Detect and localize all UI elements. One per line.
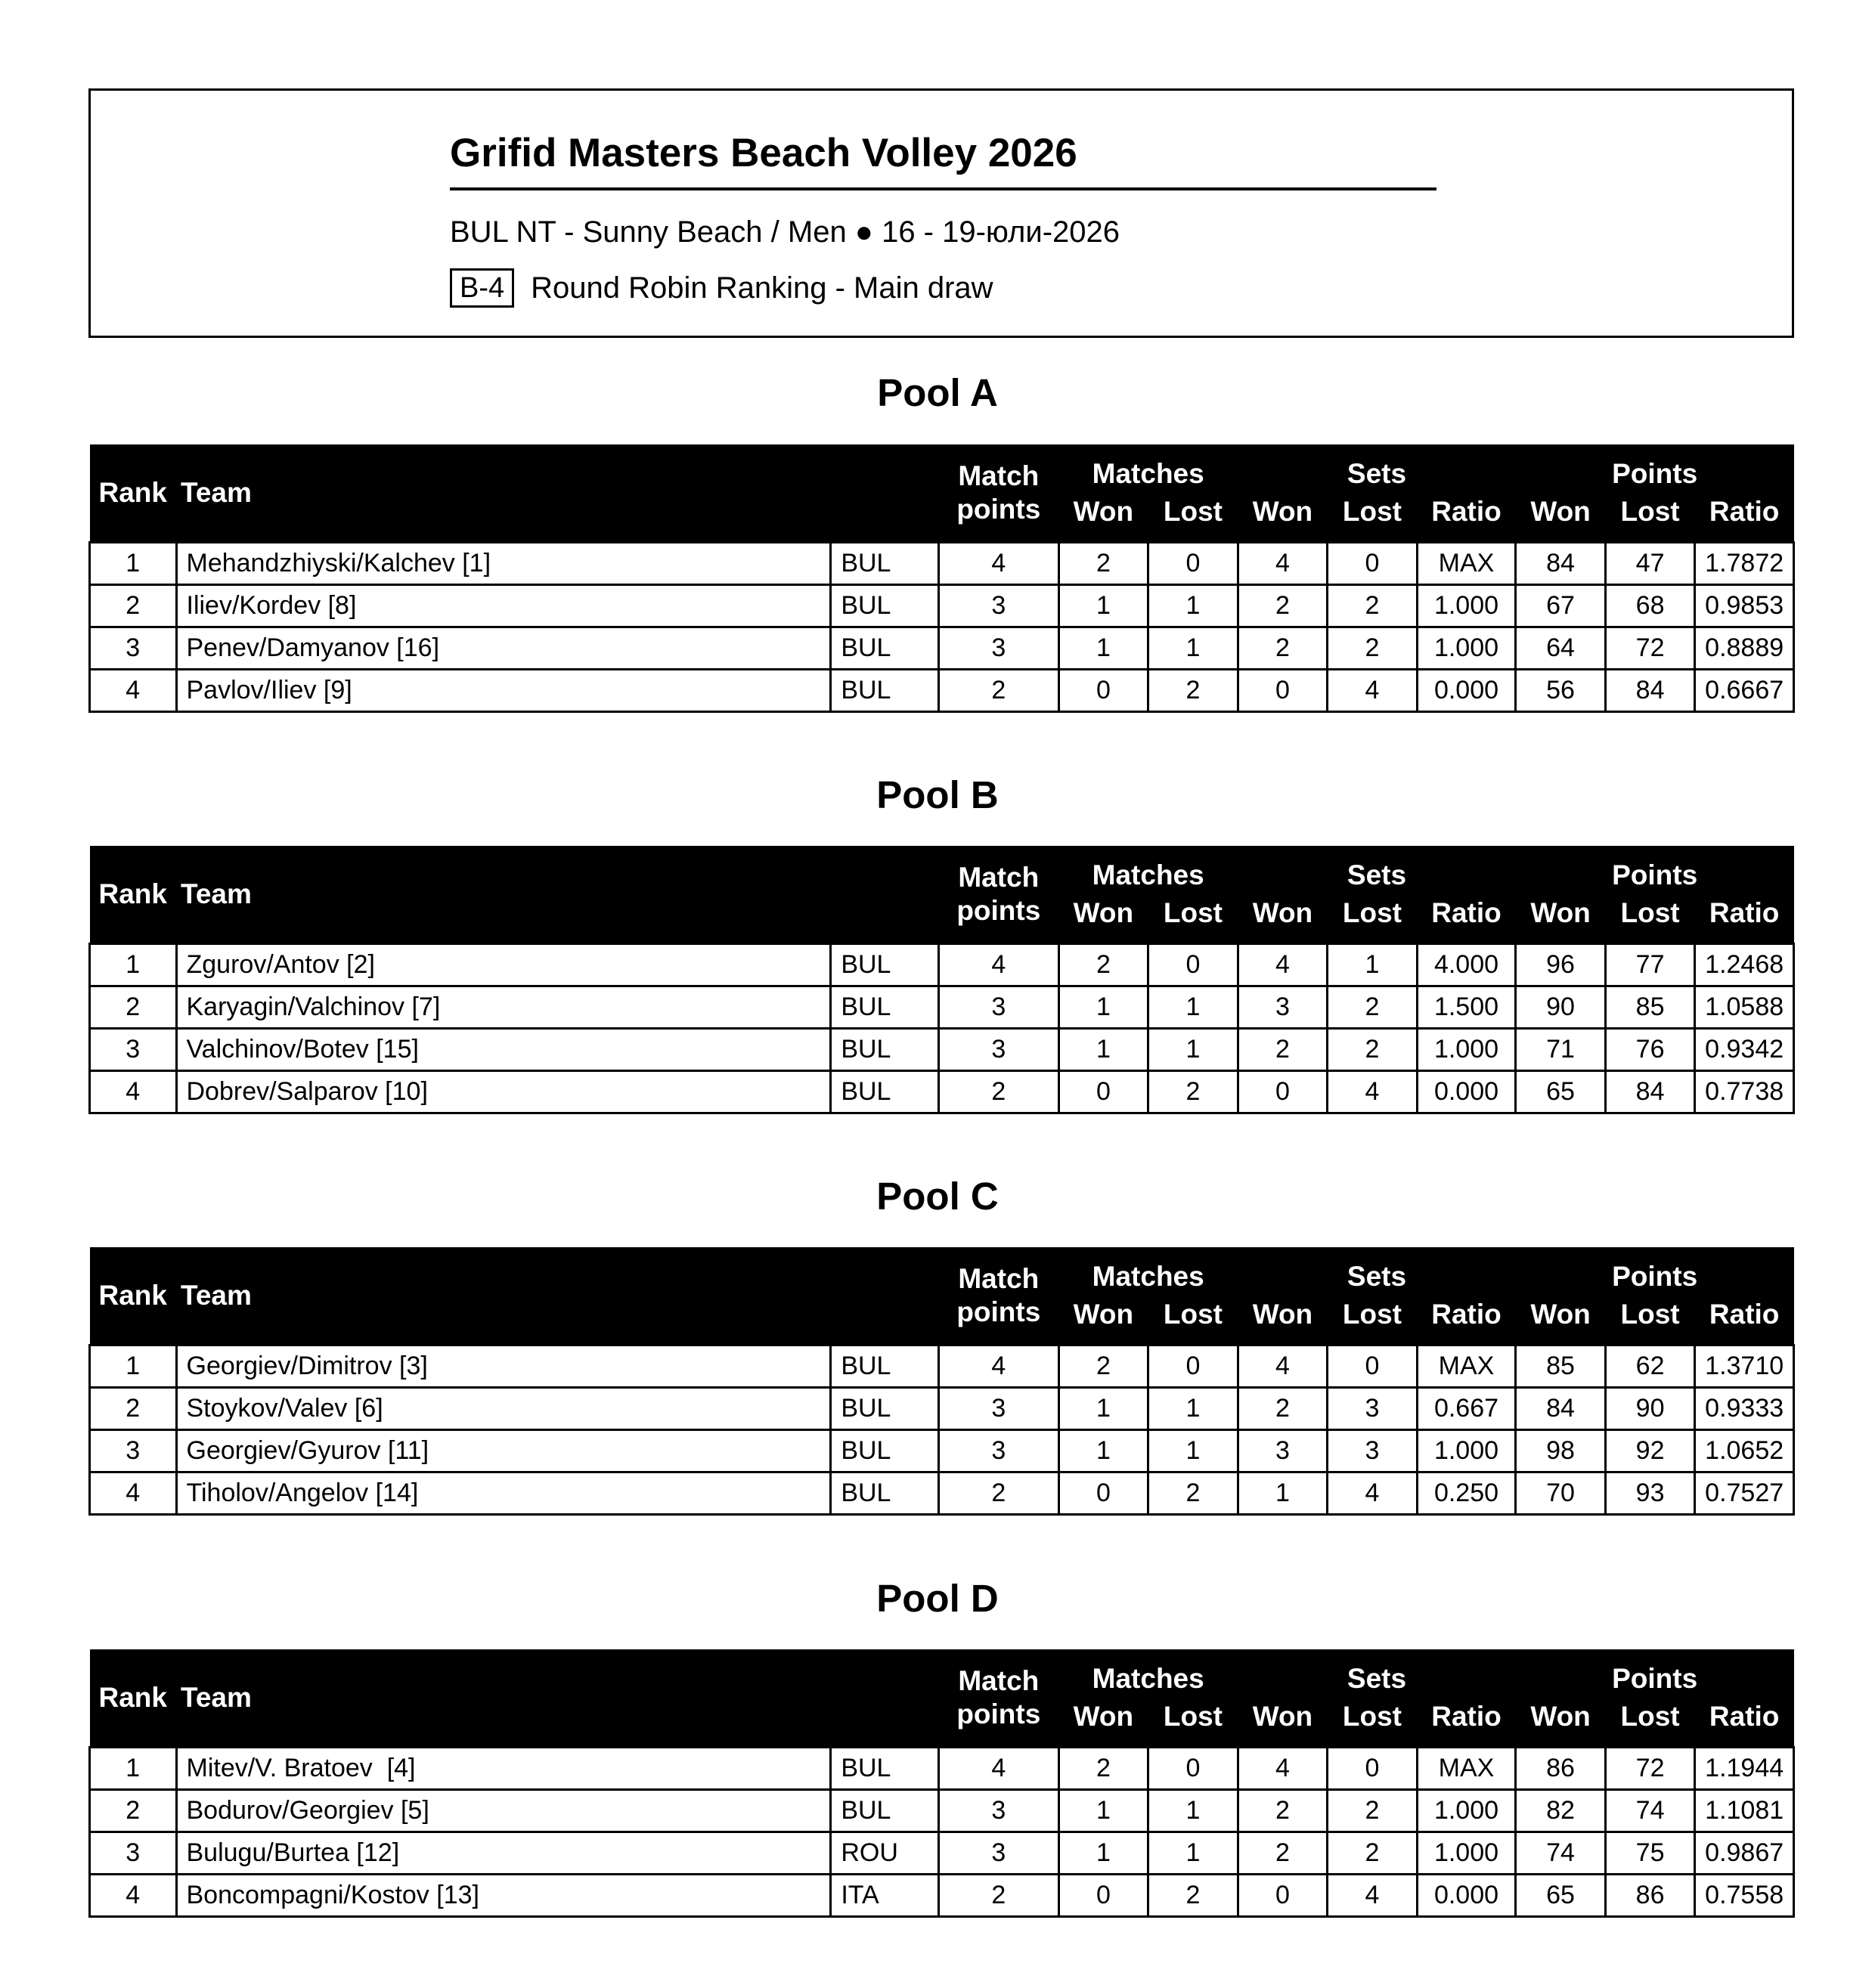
- points-won-cell: 90: [1516, 986, 1606, 1029]
- sets-won-cell: 3: [1238, 1430, 1328, 1472]
- rank-cell: 4: [90, 1071, 177, 1113]
- col-match-points: [938, 1247, 1058, 1345]
- match-points-cell: 4: [938, 944, 1058, 986]
- match-points-cell: 4: [938, 543, 1058, 585]
- country-cell: ROU: [831, 1832, 939, 1875]
- matches-lost-cell: 0: [1148, 543, 1238, 585]
- rank-cell: 2: [90, 585, 177, 627]
- sets-ratio-cell: 0.000: [1417, 1875, 1516, 1917]
- col-points-ratio: Ratio: [1695, 1296, 1794, 1345]
- rank-cell: 3: [90, 1029, 177, 1071]
- match-points-cell: 4: [938, 1345, 1058, 1388]
- sets-lost-cell: 0: [1328, 1345, 1418, 1388]
- sets-ratio-cell: 0.000: [1417, 670, 1516, 712]
- matches-won-cell: 1: [1058, 1430, 1148, 1472]
- team-cell: Dobrev/Salparov [10]: [176, 1071, 831, 1113]
- points-ratio-cell: 0.9342: [1695, 1029, 1794, 1071]
- col-rank: Rank: [90, 444, 177, 543]
- col-match-points-line2: points: [956, 1296, 1041, 1327]
- rank-cell: 3: [90, 1430, 177, 1472]
- table-row: [90, 1790, 1794, 1832]
- report-code-row: [450, 268, 993, 308]
- matches-lost-cell: 1: [1148, 986, 1238, 1029]
- col-group-sets: Sets: [1238, 1649, 1516, 1698]
- matches-won-cell: 2: [1058, 1748, 1148, 1790]
- table-row: [90, 627, 1794, 670]
- sets-lost-cell: 0: [1328, 543, 1418, 585]
- col-matches-won: Won: [1058, 493, 1148, 543]
- match-points-cell: 3: [938, 1029, 1058, 1071]
- sets-ratio-cell: MAX: [1417, 1748, 1516, 1790]
- matches-lost-cell: 2: [1148, 1472, 1238, 1515]
- sets-lost-cell: 2: [1328, 585, 1418, 627]
- points-ratio-cell: 1.1081: [1695, 1790, 1794, 1832]
- col-group-points: Points: [1516, 1247, 1794, 1296]
- col-points-ratio: Ratio: [1695, 894, 1794, 944]
- points-won-cell: 84: [1516, 1388, 1606, 1430]
- matches-lost-cell: 1: [1148, 585, 1238, 627]
- matches-lost-cell: 1: [1148, 1388, 1238, 1430]
- country-cell: BUL: [831, 944, 939, 986]
- team-cell: Tiholov/Angelov [14]: [176, 1472, 831, 1515]
- sets-won-cell: 2: [1238, 1790, 1328, 1832]
- match-points-cell: 2: [938, 1875, 1058, 1917]
- matches-won-cell: 1: [1058, 627, 1148, 670]
- header-row-top: [90, 1247, 1794, 1296]
- matches-won-cell: 1: [1058, 1832, 1148, 1875]
- match-points-cell: 3: [938, 986, 1058, 1029]
- rank-cell: 1: [90, 1345, 177, 1388]
- table-row: [90, 1875, 1794, 1917]
- points-won-cell: 65: [1516, 1875, 1606, 1917]
- points-won-cell: 56: [1516, 670, 1606, 712]
- sets-won-cell: 2: [1238, 627, 1328, 670]
- ranking-table: [88, 1247, 1795, 1516]
- header-row-top: [90, 444, 1794, 493]
- table-row: [90, 1430, 1794, 1472]
- matches-lost-cell: 2: [1148, 1875, 1238, 1917]
- report-code-badge: B-4: [450, 268, 514, 308]
- tournament-title: Grifid Masters Beach Volley 2026: [450, 131, 1077, 175]
- team-cell: Bodurov/Georgiev [5]: [176, 1790, 831, 1832]
- col-points-lost: Lost: [1605, 894, 1695, 944]
- country-cell: BUL: [831, 1790, 939, 1832]
- match-points-cell: 3: [938, 1790, 1058, 1832]
- rank-cell: 2: [90, 986, 177, 1029]
- sets-lost-cell: 2: [1328, 627, 1418, 670]
- matches-won-cell: 1: [1058, 986, 1148, 1029]
- points-ratio-cell: 0.6667: [1695, 670, 1794, 712]
- col-sets-ratio: Ratio: [1417, 1698, 1516, 1748]
- team-cell: Bulugu/Burtea [12]: [176, 1832, 831, 1875]
- team-cell: Pavlov/Iliev [9]: [176, 670, 831, 712]
- col-match-points: [938, 846, 1058, 944]
- points-won-cell: 64: [1516, 627, 1606, 670]
- points-won-cell: 84: [1516, 543, 1606, 585]
- sets-ratio-cell: 1.000: [1417, 1832, 1516, 1875]
- matches-lost-cell: 2: [1148, 1071, 1238, 1113]
- col-rank: Rank: [90, 1247, 177, 1345]
- col-points-lost: Lost: [1605, 1698, 1695, 1748]
- team-cell: Karyagin/Valchinov [7]: [176, 986, 831, 1029]
- col-sets-won: Won: [1238, 1698, 1328, 1748]
- points-won-cell: 65: [1516, 1071, 1606, 1113]
- points-lost-cell: 90: [1605, 1388, 1695, 1430]
- sets-lost-cell: 1: [1328, 944, 1418, 986]
- matches-lost-cell: 0: [1148, 1748, 1238, 1790]
- points-lost-cell: 84: [1605, 1071, 1695, 1113]
- team-cell: Valchinov/Botev [15]: [176, 1029, 831, 1071]
- points-ratio-cell: 1.3710: [1695, 1345, 1794, 1388]
- sets-lost-cell: 4: [1328, 1071, 1418, 1113]
- table-row: [90, 670, 1794, 712]
- col-team: Team: [176, 1247, 938, 1345]
- rank-cell: 4: [90, 1472, 177, 1515]
- table-row: [90, 1748, 1794, 1790]
- sets-ratio-cell: MAX: [1417, 1345, 1516, 1388]
- sets-lost-cell: 4: [1328, 1875, 1418, 1917]
- sets-ratio-cell: 1.000: [1417, 1029, 1516, 1071]
- sets-lost-cell: 0: [1328, 1748, 1418, 1790]
- team-cell: Zgurov/Antov [2]: [176, 944, 831, 986]
- sets-ratio-cell: 1.000: [1417, 627, 1516, 670]
- country-cell: ITA: [831, 1875, 939, 1917]
- col-match-points-line2: points: [956, 494, 1041, 525]
- col-group-points: Points: [1516, 846, 1794, 894]
- col-group-matches: Matches: [1058, 1247, 1238, 1296]
- rank-cell: 2: [90, 1790, 177, 1832]
- col-sets-lost: Lost: [1328, 1296, 1418, 1345]
- sets-won-cell: 3: [1238, 986, 1328, 1029]
- col-points-ratio: Ratio: [1695, 493, 1794, 543]
- matches-won-cell: 1: [1058, 1388, 1148, 1430]
- sets-ratio-cell: MAX: [1417, 543, 1516, 585]
- tournament-subtitle: BUL NT - Sunny Beach / Men ● 16 - 19-юли-2026: [450, 215, 1120, 249]
- match-points-cell: 2: [938, 670, 1058, 712]
- matches-lost-cell: 0: [1148, 1345, 1238, 1388]
- points-lost-cell: 62: [1605, 1345, 1695, 1388]
- col-points-ratio: Ratio: [1695, 1698, 1794, 1748]
- country-cell: BUL: [831, 627, 939, 670]
- pool-title: Pool C: [876, 1175, 999, 1218]
- points-ratio-cell: 0.7738: [1695, 1071, 1794, 1113]
- matches-lost-cell: 1: [1148, 1029, 1238, 1071]
- matches-lost-cell: 1: [1148, 1832, 1238, 1875]
- points-lost-cell: 72: [1605, 627, 1695, 670]
- col-match-points-line1: Match: [958, 862, 1040, 893]
- col-points-lost: Lost: [1605, 1296, 1695, 1345]
- points-lost-cell: 86: [1605, 1875, 1695, 1917]
- col-matches-won: Won: [1058, 894, 1148, 944]
- country-cell: BUL: [831, 1345, 939, 1388]
- sets-lost-cell: 2: [1328, 1029, 1418, 1071]
- team-cell: Georgiev/Dimitrov [3]: [176, 1345, 831, 1388]
- col-sets-won: Won: [1238, 1296, 1328, 1345]
- sets-won-cell: 2: [1238, 585, 1328, 627]
- rank-cell: 4: [90, 1875, 177, 1917]
- col-match-points-line2: points: [956, 895, 1041, 926]
- points-lost-cell: 74: [1605, 1790, 1695, 1832]
- points-lost-cell: 85: [1605, 986, 1695, 1029]
- ranking-table: [88, 1649, 1795, 1918]
- matches-won-cell: 0: [1058, 1875, 1148, 1917]
- sets-lost-cell: 4: [1328, 670, 1418, 712]
- points-ratio-cell: 0.8889: [1695, 627, 1794, 670]
- table-row: [90, 585, 1794, 627]
- col-points-lost: Lost: [1605, 493, 1695, 543]
- points-won-cell: 67: [1516, 585, 1606, 627]
- col-group-points: Points: [1516, 1649, 1794, 1698]
- country-cell: BUL: [831, 986, 939, 1029]
- match-points-cell: 2: [938, 1071, 1058, 1113]
- col-matches-won: Won: [1058, 1698, 1148, 1748]
- col-sets-won: Won: [1238, 894, 1328, 944]
- points-won-cell: 74: [1516, 1832, 1606, 1875]
- sets-won-cell: 0: [1238, 1071, 1328, 1113]
- matches-lost-cell: 1: [1148, 627, 1238, 670]
- col-matches-lost: Lost: [1148, 894, 1238, 944]
- matches-won-cell: 1: [1058, 1790, 1148, 1832]
- sets-ratio-cell: 1.500: [1417, 986, 1516, 1029]
- col-group-sets: Sets: [1238, 444, 1516, 493]
- matches-won-cell: 0: [1058, 670, 1148, 712]
- col-group-matches: Matches: [1058, 444, 1238, 493]
- col-team: Team: [176, 846, 938, 944]
- col-sets-lost: Lost: [1328, 493, 1418, 543]
- country-cell: BUL: [831, 670, 939, 712]
- country-cell: BUL: [831, 543, 939, 585]
- matches-lost-cell: 0: [1148, 944, 1238, 986]
- sets-won-cell: 2: [1238, 1832, 1328, 1875]
- sets-ratio-cell: 0.250: [1417, 1472, 1516, 1515]
- sets-won-cell: 0: [1238, 670, 1328, 712]
- col-matches-lost: Lost: [1148, 493, 1238, 543]
- points-won-cell: 96: [1516, 944, 1606, 986]
- matches-lost-cell: 2: [1148, 670, 1238, 712]
- sets-lost-cell: 2: [1328, 1832, 1418, 1875]
- country-cell: BUL: [831, 1430, 939, 1472]
- points-ratio-cell: 0.9853: [1695, 585, 1794, 627]
- points-lost-cell: 47: [1605, 543, 1695, 585]
- table-row: [90, 1029, 1794, 1071]
- points-ratio-cell: 0.9867: [1695, 1832, 1794, 1875]
- table-row: [90, 944, 1794, 986]
- col-match-points-line1: Match: [958, 1263, 1040, 1294]
- col-sets-ratio: Ratio: [1417, 894, 1516, 944]
- col-rank: Rank: [90, 846, 177, 944]
- col-points-won: Won: [1516, 493, 1606, 543]
- pool-title: Pool D: [876, 1577, 999, 1620]
- sets-ratio-cell: 0.000: [1417, 1071, 1516, 1113]
- matches-won-cell: 1: [1058, 1029, 1148, 1071]
- match-points-cell: 2: [938, 1472, 1058, 1515]
- col-match-points: [938, 1649, 1058, 1748]
- points-ratio-cell: 1.0588: [1695, 986, 1794, 1029]
- country-cell: BUL: [831, 1071, 939, 1113]
- header-row-top: [90, 846, 1794, 894]
- sets-ratio-cell: 1.000: [1417, 585, 1516, 627]
- col-group-points: Points: [1516, 444, 1794, 493]
- table-row: [90, 1345, 1794, 1388]
- points-won-cell: 85: [1516, 1345, 1606, 1388]
- col-group-matches: Matches: [1058, 1649, 1238, 1698]
- rank-cell: 4: [90, 670, 177, 712]
- col-sets-lost: Lost: [1328, 1698, 1418, 1748]
- header-row-top: [90, 1649, 1794, 1698]
- sets-won-cell: 2: [1238, 1029, 1328, 1071]
- col-match-points-line1: Match: [958, 460, 1040, 491]
- matches-won-cell: 0: [1058, 1071, 1148, 1113]
- points-won-cell: 98: [1516, 1430, 1606, 1472]
- points-won-cell: 71: [1516, 1029, 1606, 1071]
- sets-ratio-cell: 1.000: [1417, 1430, 1516, 1472]
- sets-won-cell: 2: [1238, 1388, 1328, 1430]
- sets-won-cell: 4: [1238, 944, 1328, 986]
- points-lost-cell: 76: [1605, 1029, 1695, 1071]
- table-row: [90, 1071, 1794, 1113]
- col-matches-lost: Lost: [1148, 1698, 1238, 1748]
- col-matches-lost: Lost: [1148, 1296, 1238, 1345]
- team-cell: Georgiev/Gyurov [11]: [176, 1430, 831, 1472]
- col-matches-won: Won: [1058, 1296, 1148, 1345]
- table-row: [90, 543, 1794, 585]
- header-box: [88, 88, 1794, 338]
- points-lost-cell: 75: [1605, 1832, 1695, 1875]
- col-team: Team: [176, 1649, 938, 1748]
- col-points-won: Won: [1516, 1296, 1606, 1345]
- matches-won-cell: 2: [1058, 1345, 1148, 1388]
- col-sets-lost: Lost: [1328, 894, 1418, 944]
- matches-won-cell: 2: [1058, 944, 1148, 986]
- col-group-matches: Matches: [1058, 846, 1238, 894]
- points-ratio-cell: 0.7558: [1695, 1875, 1794, 1917]
- matches-won-cell: 1: [1058, 585, 1148, 627]
- points-ratio-cell: 0.9333: [1695, 1388, 1794, 1430]
- title-underline: [450, 187, 1436, 190]
- col-sets-ratio: Ratio: [1417, 1296, 1516, 1345]
- points-lost-cell: 93: [1605, 1472, 1695, 1515]
- sets-lost-cell: 2: [1328, 986, 1418, 1029]
- country-cell: BUL: [831, 1388, 939, 1430]
- sets-ratio-cell: 0.667: [1417, 1388, 1516, 1430]
- points-won-cell: 86: [1516, 1748, 1606, 1790]
- rank-cell: 1: [90, 1748, 177, 1790]
- sets-won-cell: 4: [1238, 1748, 1328, 1790]
- col-group-sets: Sets: [1238, 846, 1516, 894]
- rank-cell: 2: [90, 1388, 177, 1430]
- match-points-cell: 3: [938, 1388, 1058, 1430]
- sets-won-cell: 4: [1238, 543, 1328, 585]
- rank-cell: 1: [90, 944, 177, 986]
- matches-lost-cell: 1: [1148, 1430, 1238, 1472]
- sets-lost-cell: 3: [1328, 1430, 1418, 1472]
- matches-lost-cell: 1: [1148, 1790, 1238, 1832]
- match-points-cell: 3: [938, 627, 1058, 670]
- sets-lost-cell: 3: [1328, 1388, 1418, 1430]
- col-match-points: [938, 444, 1058, 543]
- report-label: Round Robin Ranking - Main draw: [531, 271, 993, 305]
- col-points-won: Won: [1516, 894, 1606, 944]
- points-lost-cell: 72: [1605, 1748, 1695, 1790]
- points-lost-cell: 68: [1605, 585, 1695, 627]
- matches-won-cell: 0: [1058, 1472, 1148, 1515]
- table-row: [90, 1388, 1794, 1430]
- country-cell: BUL: [831, 585, 939, 627]
- col-points-won: Won: [1516, 1698, 1606, 1748]
- table-row: [90, 1472, 1794, 1515]
- points-won-cell: 82: [1516, 1790, 1606, 1832]
- pool-title: Pool A: [877, 371, 998, 414]
- points-lost-cell: 77: [1605, 944, 1695, 986]
- points-lost-cell: 84: [1605, 670, 1695, 712]
- sets-ratio-cell: 4.000: [1417, 944, 1516, 986]
- rank-cell: 3: [90, 1832, 177, 1875]
- match-points-cell: 3: [938, 1430, 1058, 1472]
- points-ratio-cell: 1.1944: [1695, 1748, 1794, 1790]
- team-cell: Penev/Damyanov [16]: [176, 627, 831, 670]
- points-lost-cell: 92: [1605, 1430, 1695, 1472]
- rank-cell: 1: [90, 543, 177, 585]
- ranking-table: [88, 846, 1795, 1114]
- points-won-cell: 70: [1516, 1472, 1606, 1515]
- col-sets-won: Won: [1238, 493, 1328, 543]
- match-points-cell: 3: [938, 585, 1058, 627]
- table-row: [90, 1832, 1794, 1875]
- team-cell: Mehandzhiyski/Kalchev [1]: [176, 543, 831, 585]
- sets-won-cell: 1: [1238, 1472, 1328, 1515]
- team-cell: Mitev/V. Bratoev [4]: [176, 1748, 831, 1790]
- sets-won-cell: 4: [1238, 1345, 1328, 1388]
- sets-lost-cell: 2: [1328, 1790, 1418, 1832]
- pool-title: Pool B: [876, 773, 999, 816]
- team-cell: Boncompagni/Kostov [13]: [176, 1875, 831, 1917]
- points-ratio-cell: 1.0652: [1695, 1430, 1794, 1472]
- rank-cell: 3: [90, 627, 177, 670]
- ranking-table: [88, 444, 1795, 713]
- team-cell: Iliev/Kordev [8]: [176, 585, 831, 627]
- points-ratio-cell: 1.7872: [1695, 543, 1794, 585]
- col-team: Team: [176, 444, 938, 543]
- country-cell: BUL: [831, 1472, 939, 1515]
- team-cell: Stoykov/Valev [6]: [176, 1388, 831, 1430]
- col-rank: Rank: [90, 1649, 177, 1748]
- sets-ratio-cell: 1.000: [1417, 1790, 1516, 1832]
- col-match-points-line1: Match: [958, 1665, 1040, 1696]
- points-ratio-cell: 1.2468: [1695, 944, 1794, 986]
- sets-lost-cell: 4: [1328, 1472, 1418, 1515]
- col-group-sets: Sets: [1238, 1247, 1516, 1296]
- col-sets-ratio: Ratio: [1417, 493, 1516, 543]
- matches-won-cell: 2: [1058, 543, 1148, 585]
- sets-won-cell: 0: [1238, 1875, 1328, 1917]
- country-cell: BUL: [831, 1029, 939, 1071]
- match-points-cell: 3: [938, 1832, 1058, 1875]
- match-points-cell: 4: [938, 1748, 1058, 1790]
- col-match-points-line2: points: [956, 1698, 1041, 1729]
- country-cell: BUL: [831, 1748, 939, 1790]
- table-row: [90, 986, 1794, 1029]
- points-ratio-cell: 0.7527: [1695, 1472, 1794, 1515]
